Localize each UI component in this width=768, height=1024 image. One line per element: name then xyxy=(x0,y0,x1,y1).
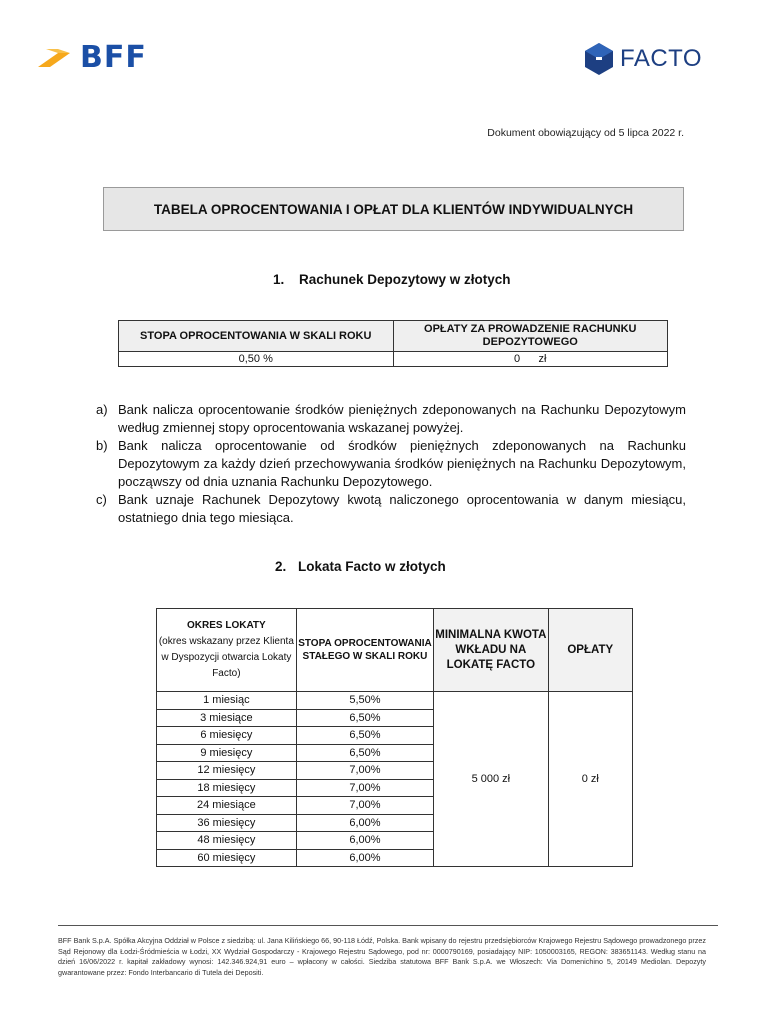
period-cell: 18 miesięcy xyxy=(157,779,297,797)
footer-divider xyxy=(58,925,718,926)
list-letter: a) xyxy=(96,402,108,417)
facto-logo xyxy=(584,42,702,76)
period-cell: 3 miesiące xyxy=(157,709,297,727)
section-2-title: Lokata Facto w złotych xyxy=(298,559,446,574)
bff-brand-text: BFF xyxy=(80,40,147,75)
section-2-heading xyxy=(275,559,446,574)
list-text: Bank nalicza oprocentowanie od środków pieniężnych zdeponowanych na Rachunku Depozytowym za każdy dzień przechowywania środków pieniężnych na Rachunku Depozytowym, począwszy od dnia uznania Rachunku Depozytowego. xyxy=(118,438,686,489)
bff-logo xyxy=(36,40,147,75)
header-account-fees: OPŁATY ZA PROWADZENIE RACHUNKU DEPOZYTOWEGO xyxy=(393,321,668,352)
period-cell: 48 miesięcy xyxy=(157,832,297,850)
period-cell: 6 miesięcy xyxy=(157,727,297,745)
rate-cell: 7,00% xyxy=(296,797,433,815)
header-deposit-period-title: OKRES LOKATY xyxy=(187,620,266,631)
rate-cell: 5,50% xyxy=(296,692,433,710)
minimum-amount-cell: 5 000 zł xyxy=(434,692,548,867)
period-cell: 36 miesięcy xyxy=(157,814,297,832)
rate-cell: 6,00% xyxy=(296,832,433,850)
table-row xyxy=(157,692,633,710)
deposit-rate-value: 0,50 % xyxy=(119,352,394,367)
page-title xyxy=(103,187,684,231)
section-2-number: 2. xyxy=(275,559,287,574)
rate-cell: 7,00% xyxy=(296,779,433,797)
term-deposit-table xyxy=(156,608,633,867)
page-title-text: TABELA OPROCENTOWANIA I OPŁAT DLA KLIENTÓW INDYWIDUALNYCH xyxy=(153,201,634,217)
deposit-fee-value: 0 zł xyxy=(393,352,668,367)
header-fees: OPŁATY xyxy=(548,609,632,692)
period-cell: 9 miesięcy xyxy=(157,744,297,762)
deposit-account-table xyxy=(118,320,668,367)
rate-cell: 6,50% xyxy=(296,744,433,762)
period-cell: 1 miesiąc xyxy=(157,692,297,710)
deposit-terms-list xyxy=(96,401,686,527)
document-date: Dokument obowiązujący od 5 lipca 2022 r. xyxy=(487,127,684,139)
list-item xyxy=(96,491,686,527)
header-minimum-amount: MINIMALNA KWOTA WKŁADU NA LOKATĘ FACTO xyxy=(434,609,548,692)
facto-brand-text: FACTO xyxy=(620,45,703,72)
list-text: Bank nalicza oprocentowanie środków pieniężnych zdeponowanych na Rachunku Depozytowym według zmiennej stopy oprocentowania wskazanej powyżej. xyxy=(118,402,686,435)
rate-cell: 6,00% xyxy=(296,814,433,832)
section-1-title: Rachunek Depozytowy w złotych xyxy=(299,272,511,287)
header-deposit-period-note: (okres wskazany przez Klienta w Dyspozycji otwarcia Lokaty Facto) xyxy=(158,636,294,679)
header-deposit-period xyxy=(157,609,297,692)
rate-cell: 6,50% xyxy=(296,727,433,745)
period-cell: 24 miesiące xyxy=(157,797,297,815)
header-fixed-rate: STOPA OPROCENTOWANIA STAŁEGO W SKALI ROKU xyxy=(296,609,433,692)
rate-cell: 6,00% xyxy=(296,849,433,867)
list-item xyxy=(96,401,686,437)
facto-hexagon-icon xyxy=(584,42,614,76)
section-1-number: 1. xyxy=(273,272,285,287)
header-interest-rate: STOPA OPROCENTOWANIA W SKALI ROKU xyxy=(119,321,394,352)
list-letter: c) xyxy=(96,492,107,507)
period-cell: 60 miesięcy xyxy=(157,849,297,867)
rate-cell: 7,00% xyxy=(296,762,433,780)
period-cell: 12 miesięcy xyxy=(157,762,297,780)
fee-cell: 0 zł xyxy=(548,692,632,867)
footer-legal-text: BFF Bank S.p.A. Spółka Akcyjna Oddział w Polsce z siedzibą: ul. Jana Kilińskiego 66, 90-118 Łódź, Polska. Bank wpisany do rejestru przedsiębiorców Krajowego Rejestru Sądowego prowadzonego przez Sąd Rejonowy dla Łodzi-Śródmieścia w Łodzi, XX Wydział Gospodarczy - Krajowego Rejestru Sądowego, pod nr: 0000790169, posiadający NIP: 1050003165, REGON: 383651143. Według stanu na dzień 16/06/2022 r. kapitał zakładowy wynosi: 142.346.924,91 euro – wpłacony w całości. Siedziba statutowa BFF Bank S.p.A. we Włoszech: Via Domenichino 5, 20149 Mediolan. Depozyty gwarantowane przez: Fondo Interbancario di Tutela dei Depositi. xyxy=(58,936,706,977)
list-text: Bank uznaje Rachunek Depozytowy kwotą naliczonego oprocentowania w danym miesiącu, ostatniego dnia tego miesiąca. xyxy=(118,492,686,525)
section-1-heading xyxy=(273,272,511,287)
list-letter: b) xyxy=(96,438,108,453)
bff-arrow-icon xyxy=(36,45,76,71)
rate-cell: 6,50% xyxy=(296,709,433,727)
list-item xyxy=(96,437,686,491)
